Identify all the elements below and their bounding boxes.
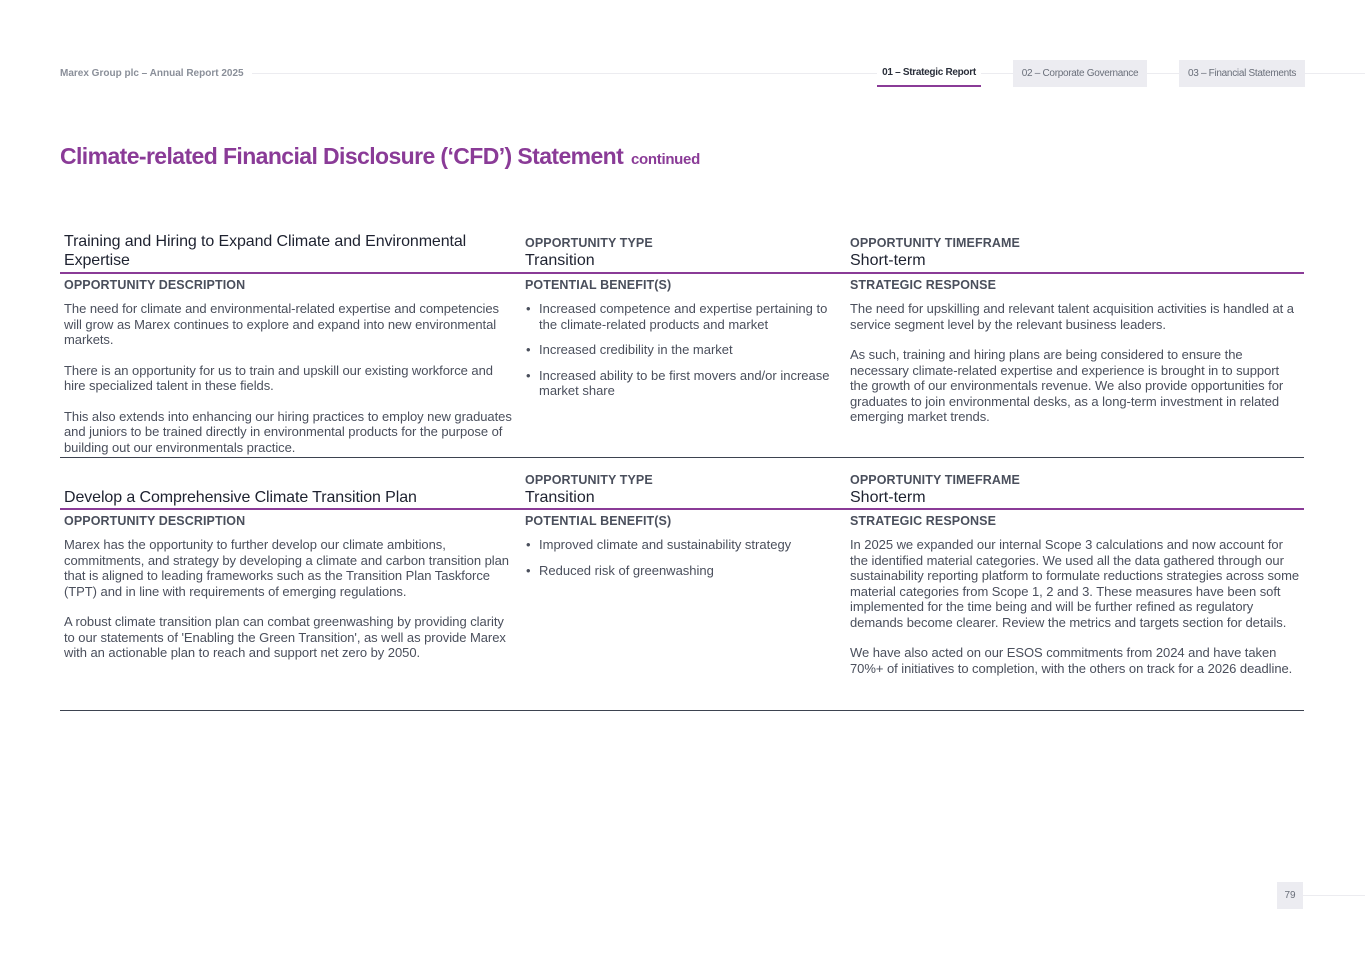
benefit-item: • Improved climate and sustainability strategy — [525, 537, 837, 553]
section-header — [60, 470, 1304, 510]
opportunity-timeframe-label: OPPORTUNITY TIMEFRAME — [850, 236, 1020, 250]
opportunity-description-label: OPPORTUNITY DESCRIPTION — [64, 278, 246, 292]
response-paragraph: We have also acted on our ESOS commitments from 2024 and have taken 70%+ of initiatives to completion, with the others on track for a 2026 deadline. — [850, 645, 1293, 676]
potential-benefits — [525, 514, 837, 588]
strategic-response-label: STRATEGIC RESPONSE — [850, 278, 997, 292]
strategic-response-body — [850, 301, 1300, 425]
tab-corporate-governance[interactable]: 02 – Corporate Governance — [1013, 60, 1147, 87]
opportunity-type — [525, 236, 837, 270]
opportunity-type-value: Transition — [525, 252, 595, 269]
strategic-response — [850, 278, 1300, 425]
opportunity-timeframe — [850, 473, 1300, 507]
strategic-response — [850, 514, 1300, 676]
opportunity-timeframe-label: OPPORTUNITY TIMEFRAME — [850, 473, 1020, 487]
page-title-suffix: continued — [630, 151, 700, 168]
opportunity-description-label: OPPORTUNITY DESCRIPTION — [64, 514, 246, 528]
potential-benefits-label: POTENTIAL BENEFIT(S) — [525, 278, 672, 292]
benefits-list — [525, 301, 837, 399]
potential-benefits — [525, 278, 837, 409]
tab-strategic-report[interactable]: 01 – Strategic Report — [877, 60, 981, 87]
response-paragraph: The need for upskilling and relevant talent acquisition activities is handled at a service segment level by the relevant business leaders. — [850, 301, 1294, 332]
opportunity-description — [64, 278, 516, 455]
opportunity-description — [64, 514, 516, 661]
description-paragraph: Marex has the opportunity to further develop our climate ambitions, commitments, and strategy by developing a climate and carbon transition plan that is aligned to leading frameworks such as the Transition Plan Taskforce (TPT) and in line with requirements of emerging regulations. — [64, 537, 509, 599]
page-title — [60, 143, 700, 170]
description-paragraph: There is an opportunity for us to train and upskill our existing workforce and hire specialized talent in these fields. — [64, 362, 493, 393]
strategic-response-body — [850, 537, 1300, 676]
benefit-item: • Increased credibility in the market — [525, 342, 837, 358]
page-number: 79 — [1277, 882, 1303, 909]
opportunity-section-training — [60, 232, 1304, 458]
response-paragraph: As such, training and hiring plans are being considered to ensure the necessary climate-related expertise and experience is brought in to support the growth of our environmentals revenue. We also provide opportunities for graduates to join environmental desks, as a long-term investment in related emerging market trends. — [850, 347, 1284, 424]
report-name: Marex Group plc – Annual Report 2025 — [60, 68, 252, 79]
opportunity-description-body — [64, 537, 516, 661]
description-paragraph: This also extends into enhancing our hiring practices to employ new graduates and juniors to be trained directly in environmental products for the purpose of building out our environmentals practice. — [64, 408, 512, 455]
opportunity-description-body — [64, 301, 516, 455]
benefit-item: • Reduced risk of greenwashing — [525, 563, 837, 579]
opportunity-type-value: Transition — [525, 489, 595, 506]
benefit-item: • Increased competence and expertise pertaining to the climate-related products and market — [525, 301, 837, 332]
benefits-list — [525, 537, 837, 578]
potential-benefits-label: POTENTIAL BENEFIT(S) — [525, 514, 672, 528]
section-title: Develop a Comprehensive Climate Transition Plan — [64, 489, 417, 506]
opportunity-timeframe — [850, 236, 1300, 270]
response-paragraph: In 2025 we expanded our internal Scope 3 calculations and now account for the identified material categories. We used all the data gathered through our sustainability reporting platform to formulate reductions strategies across some material categories from Scope 1, 2 and 3. These measures have been soft implemented for the time being and will be further refined as regulatory demands become clearer. Review the metrics and targets section for details. — [850, 537, 1300, 630]
description-paragraph: A robust climate transition plan can combat greenwashing by providing clarity to our statements of 'Enabling the Green Transition', as well as provide Marex with an actionable plan to reach and support net zero by 2050. — [64, 614, 506, 660]
opportunity-section-transition-plan — [60, 470, 1304, 711]
tab-financial-statements[interactable]: 03 – Financial Statements — [1179, 60, 1305, 87]
opportunity-type — [525, 473, 837, 507]
opportunity-timeframe-value: Short-term — [850, 252, 926, 269]
opportunity-timeframe-value: Short-term — [850, 489, 926, 506]
footer-divider — [1300, 895, 1365, 896]
benefit-item: • Increased ability to be first movers and/or increase market share — [525, 368, 837, 399]
section-title: Training and Hiring to Expand Climate and Environmental Expertise — [64, 233, 467, 269]
section-header — [60, 232, 1304, 274]
opportunity-type-label: OPPORTUNITY TYPE — [525, 236, 653, 250]
page-title-text: Climate-related Financial Disclosure (‘CFD’) Statement — [60, 143, 624, 169]
opportunity-type-label: OPPORTUNITY TYPE — [525, 473, 653, 487]
strategic-response-label: STRATEGIC RESPONSE — [850, 514, 997, 528]
description-paragraph: The need for climate and environmental-related expertise and competencies will grow as Marex continues to explore and expand into new environmental markets. — [64, 301, 499, 347]
